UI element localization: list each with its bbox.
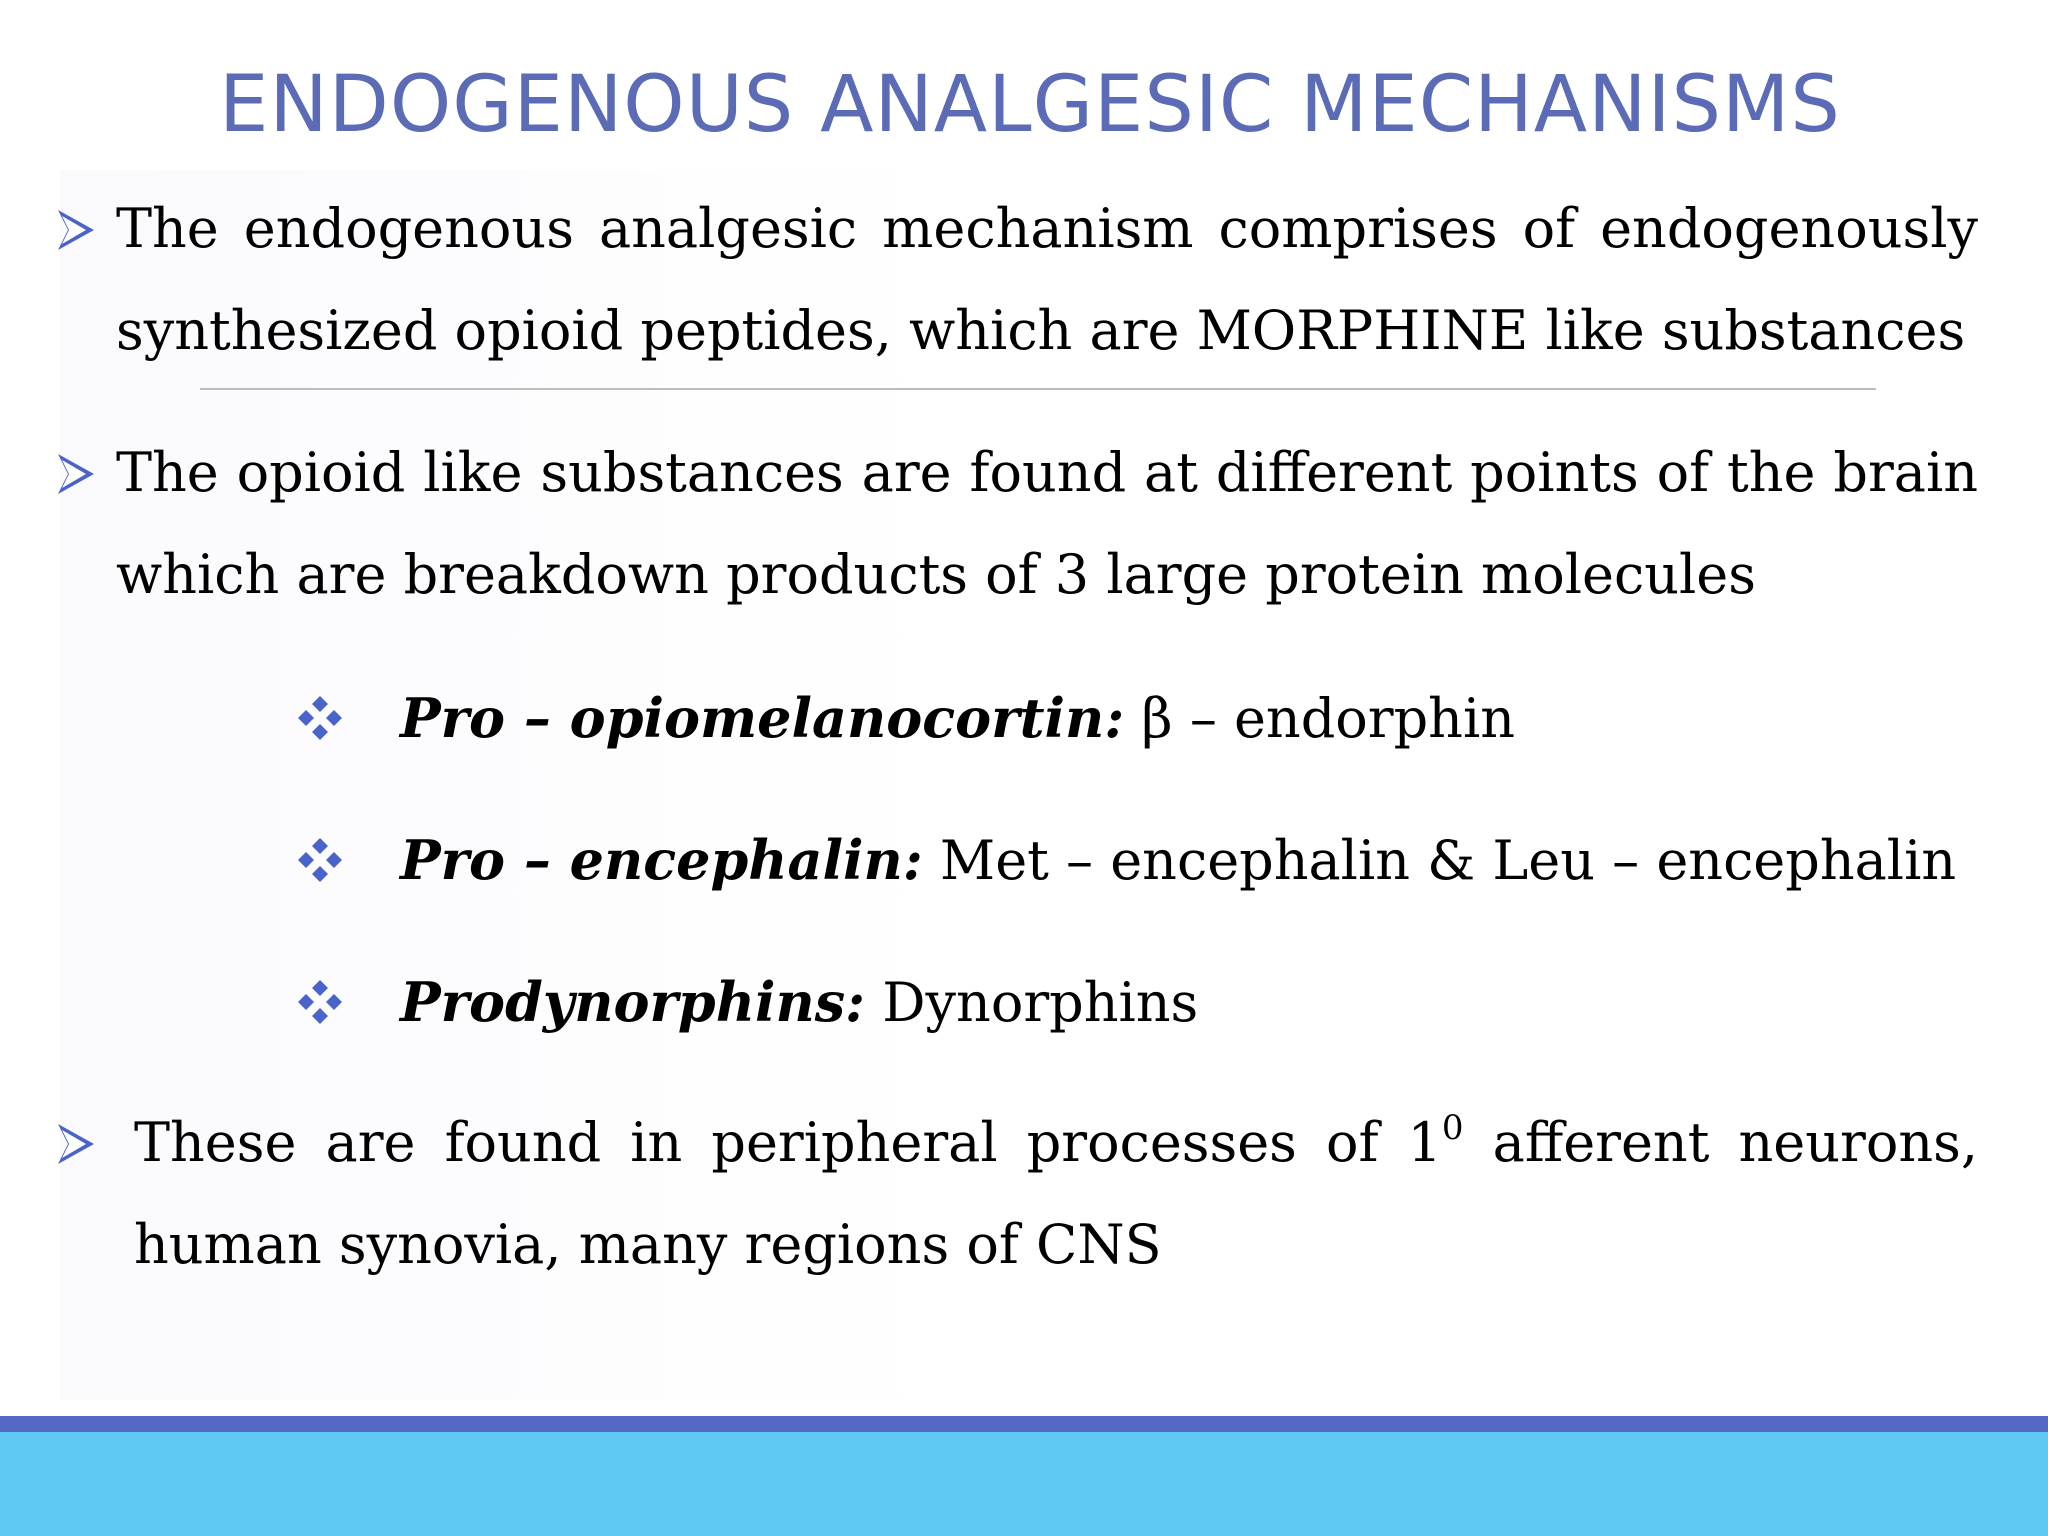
bullet-text-before: These are found in peripheral processes of 1 [134, 1111, 1442, 1174]
divider-line [200, 388, 1876, 390]
arrow-right-icon [56, 208, 96, 252]
sub-item-term: Prodynorphins: [400, 970, 866, 1034]
sub-item-detail: Dynorphins [865, 971, 1199, 1034]
sub-item-term: Pro – encephalin: [400, 828, 923, 892]
four-diamond-icon [296, 978, 344, 1026]
sub-item-3 [400, 962, 1198, 1043]
sub-item-detail: β – endorphin [1124, 687, 1516, 750]
sub-item-1 [400, 678, 1515, 759]
bullet-text-1: The endogenous analgesic mechanism comprises of endogenously synthesized opioid peptides, which are MORPHINE like substances [116, 197, 1978, 362]
footer-bar-dark [0, 1416, 2048, 1432]
sub-item-term: Pro – opiomelanocortin: [400, 686, 1125, 750]
arrow-right-icon [56, 452, 96, 496]
bullet-text-3 [134, 1092, 1978, 1296]
sub-item-detail: Met – encephalin & Leu – encephalin [922, 829, 1957, 892]
footer-bar-light [0, 1432, 2048, 1536]
bullet-text-after: afferent neurons, human synovia, many regions of CNS [134, 1111, 1978, 1276]
sub-item-2 [400, 820, 1956, 901]
slide-title: ENDOGENOUS ANALGESIC MECHANISMS [219, 60, 1841, 150]
four-diamond-icon [296, 694, 344, 742]
arrow-right-icon [56, 1122, 96, 1166]
bullet-text-2: The opioid like substances are found at different points of the brain which are breakdown products of 3 large protein molecules [116, 441, 1978, 606]
four-diamond-icon [296, 836, 344, 884]
superscript: 0 [1441, 1108, 1464, 1148]
